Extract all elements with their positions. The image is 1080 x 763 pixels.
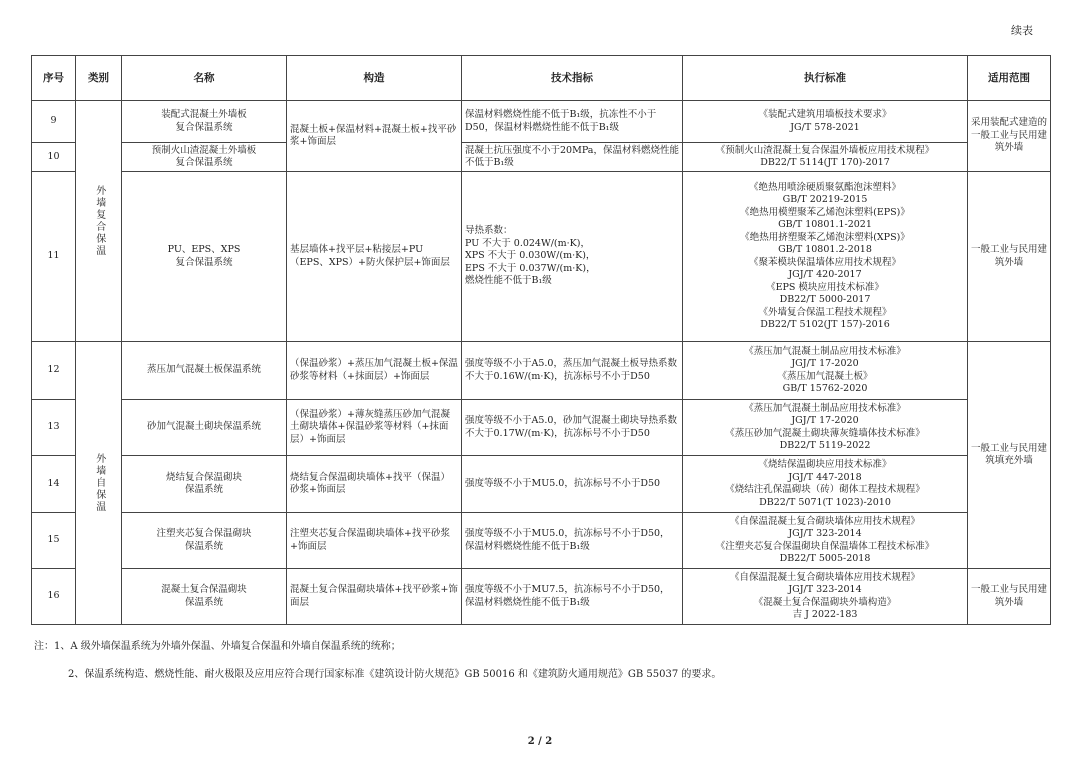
table-row <box>32 172 1051 342</box>
table-row <box>32 400 1051 456</box>
system-name: 烧结复合保温砌块 保温系统 <box>122 456 287 513</box>
system-name: PU、EPS、XPS 复合保温系统 <box>122 172 287 342</box>
standard-line: JGJ/T 17-2020 <box>791 358 859 369</box>
row-number: 15 <box>32 513 76 569</box>
table-header-row <box>32 56 1051 101</box>
standards-cell <box>683 143 968 172</box>
construction-cell: 混凝土复合保温砌块墙体+找平砂浆+饰面层 <box>287 569 462 625</box>
header-cell: 类别 <box>76 56 122 101</box>
standard-line: 《装配式建筑用墙板技术要求》 <box>758 109 892 120</box>
indicator-line: PU 不大于 0.024W/(m·K)， <box>465 237 590 249</box>
row-number: 14 <box>32 456 76 513</box>
system-name: 混凝土复合保温砌块 保温系统 <box>122 569 287 625</box>
scope-cell: 一般工业与民用建筑外墙 <box>968 569 1051 625</box>
page-number: 2 / 2 <box>527 736 553 747</box>
indicator-cell: 强度等级不小于MU5.0，抗冻标号不小于D50，保温材料燃烧性能不低于B₁级 <box>462 513 683 569</box>
construction-cell: 基层墙体+找平层+粘接层+PU（EPS、XPS）+防火保护层+饰面层 <box>287 172 462 342</box>
system-name: 预制火山渣混凝土外墙板 复合保温系统 <box>122 143 287 172</box>
row-number: 13 <box>32 400 76 456</box>
table-row <box>32 342 1051 400</box>
standard-line: DB22/T 5000-2017 <box>779 294 871 305</box>
system-name: 砂加气混凝土砌块保温系统 <box>122 400 287 456</box>
standard-line: 《注塑夹芯复合保温砌块自保温墙体工程技术标准》 <box>715 540 935 552</box>
system-name: 注塑夹芯复合保温砌块 保温系统 <box>122 513 287 569</box>
scope-cell: 采用装配式建造的一般工业与民用建筑外墙 <box>968 101 1051 172</box>
indicator-cell: 混凝土抗压强度不小于20MPa，保温材料燃烧性能不低于B₁级 <box>462 143 683 172</box>
standards-cell <box>683 569 968 625</box>
insulation-systems-table <box>31 55 1051 625</box>
standard-line: GB/T 15762-2020 <box>782 383 868 394</box>
header-cell: 适用范围 <box>968 56 1051 101</box>
standard-line: 吉 J 2022-183 <box>792 609 858 620</box>
indicator-line: 导热系数： <box>465 225 513 237</box>
standard-line: GB/T 10801.1-2021 <box>778 219 872 230</box>
indicator-line: 燃烧性能不低于B₁级 <box>465 275 552 287</box>
standard-line: 《蒸压加气混凝土制品应用技术标准》 <box>744 345 906 357</box>
category-cell <box>76 342 122 625</box>
row-number: 12 <box>32 342 76 400</box>
construction-cell: （保温砂浆）+蒸压加气混凝土板+保温砂浆等材料（+抹面层）+饰面层 <box>287 342 462 400</box>
row-number: 10 <box>32 143 76 172</box>
category-cell <box>76 101 122 342</box>
scope-cell: 一般工业与民用建筑外墙 <box>968 172 1051 342</box>
construction-cell: 注塑夹芯复合保温砌块墙体+找平砂浆+饰面层 <box>287 513 462 569</box>
standard-line: 《蒸压砂加气混凝土砌块薄灰缝墙体技术标准》 <box>725 427 925 439</box>
header-cell: 执行标准 <box>683 56 968 101</box>
system-name: 装配式混凝土外墙板 复合保温系统 <box>122 101 287 143</box>
footnotes <box>34 640 721 682</box>
table-row <box>32 456 1051 513</box>
indicator-line: XPS 不大于 0.030W/(m·K)， <box>465 250 596 262</box>
standard-line: DB22/T 5005-2018 <box>779 553 871 564</box>
standard-line: 《自保温混凝土复合砌块墙体应用技术规程》 <box>729 571 920 583</box>
category-label: 外墙自保温 <box>93 453 105 513</box>
standard-line: GB/T 10801.2-2018 <box>778 244 872 255</box>
indicator-cell: 保温材料燃烧性能不低于B₁级，抗冻性不小于D50，保温材料燃烧性能不低于B₁级 <box>462 101 683 143</box>
standard-line: DB22/T 5114(JT 170)-2017 <box>760 157 890 168</box>
standard-line: JGJ/T 323-2014 <box>788 584 862 595</box>
category-label: 外墙复合保温 <box>93 185 105 257</box>
standard-line: JGJ/T 323-2014 <box>788 528 862 539</box>
standard-line: JGJ/T 447-2018 <box>788 471 862 483</box>
standards-cell <box>683 400 968 456</box>
construction-cell: （保温砂浆）+薄灰缝蒸压砂加气混凝土砌块墙体+保温砂浆等材料（+抹面层）+饰面层 <box>287 400 462 456</box>
standard-line: 《EPS 模块应用技术标准》 <box>766 281 884 293</box>
standard-line: 《聚苯模块保温墙体应用技术规程》 <box>748 256 901 268</box>
standards-cell <box>683 513 968 569</box>
footnote-2: 2、保温系统构造、燃烧性能、耐火极限及应用应符合现行国家标准《建筑设计防火规范》GB 50016 和《建筑防火通用规范》GB 55037 的要求。 <box>68 669 722 680</box>
standard-line: JGJ/T 17-2020 <box>791 415 859 426</box>
scope-cell: 一般工业与民用建筑填充外墙 <box>968 342 1051 569</box>
standard-line: GB/T 20219-2015 <box>782 194 868 205</box>
indicator-cell: 强度等级不小于MU7.5，抗冻标号不小于D50，保温材料燃烧性能不低于B₁级 <box>462 569 683 625</box>
standard-line: 《绝热用模塑聚苯乙烯泡沫塑料(EPS)》 <box>740 206 910 218</box>
standard-line: DB22/T 5102(JT 157)-2016 <box>760 319 890 330</box>
table-row <box>32 513 1051 569</box>
standard-line: 《烧结注孔保温砌块（砖）砌体工程技术规程》 <box>725 484 925 495</box>
standard-line: 《外墙复合保温工程技术规程》 <box>758 306 892 318</box>
standard-line: JGJ/T 420-2017 <box>788 269 862 280</box>
standards-cell <box>683 342 968 400</box>
indicator-cell: 强度等级不小于MU5.0，抗冻标号不小于D50 <box>462 456 683 513</box>
table-row <box>32 101 1051 143</box>
standard-line: 《绝热用挤塑聚苯乙烯泡沫塑料(XPS)》 <box>740 231 910 243</box>
construction-cell: 混凝土板+保温材料+混凝土板+找平砂浆+饰面层 <box>287 101 462 172</box>
indicator-cell: 强度等级不小于A5.0，砂加气混凝土砌块导热系数不大于0.17W/(m·K)，抗冻标号不小于D50 <box>462 400 683 456</box>
standard-line: 《预制火山渣混凝土复合保温外墙板应用技术规程》 <box>715 144 935 156</box>
header-cell: 技术指标 <box>462 56 683 101</box>
standard-line: 《蒸压加气混凝土板》 <box>777 370 873 382</box>
row-number: 16 <box>32 569 76 625</box>
standard-line: DB22/T 5119-2022 <box>779 440 871 451</box>
header-cell: 构造 <box>287 56 462 101</box>
standard-line: 《自保温混凝土复合砌块墙体应用技术规程》 <box>729 515 920 527</box>
table-row <box>32 569 1051 625</box>
standard-line: 《绝热用喷涂硬质聚氨酯泡沫塑料》 <box>748 181 901 193</box>
construction-cell: 烧结复合保温砌块墙体+找平（保温）砂浆+饰面层 <box>287 456 462 513</box>
standards-cell <box>683 456 968 513</box>
standards-cell <box>683 101 968 143</box>
indicator-line: EPS 不大于 0.037W/(m·K)， <box>465 262 596 274</box>
standard-line: 《烧结保温砌块应用技术标准》 <box>758 459 892 470</box>
standard-line: JG/T 578-2021 <box>790 121 860 133</box>
standard-line: DB22/T 5071(T 1023)-2010 <box>759 496 891 508</box>
header-cell: 名称 <box>122 56 287 101</box>
table-row <box>32 143 1051 172</box>
continued-label: 续表 <box>1011 24 1033 37</box>
indicator-cell: 强度等级不小于A5.0，蒸压加气混凝土板导热系数不大于0.16W/(m·K)，抗冻标号不小于D50 <box>462 342 683 400</box>
indicator-cell <box>462 172 683 342</box>
footnote-1: 注：1、A 级外墙保温系统为外墙外保温、外墙复合保温和外墙自保温系统的统称； <box>34 641 401 652</box>
standard-line: 《蒸压加气混凝土制品应用技术标准》 <box>744 402 906 414</box>
system-name: 蒸压加气混凝土板保温系统 <box>122 342 287 400</box>
header-cell: 序号 <box>32 56 76 101</box>
standards-cell <box>683 172 968 342</box>
row-number: 11 <box>32 172 76 342</box>
row-number: 9 <box>32 101 76 143</box>
standard-line: 《混凝土复合保温砌块外墙构造》 <box>753 596 897 608</box>
